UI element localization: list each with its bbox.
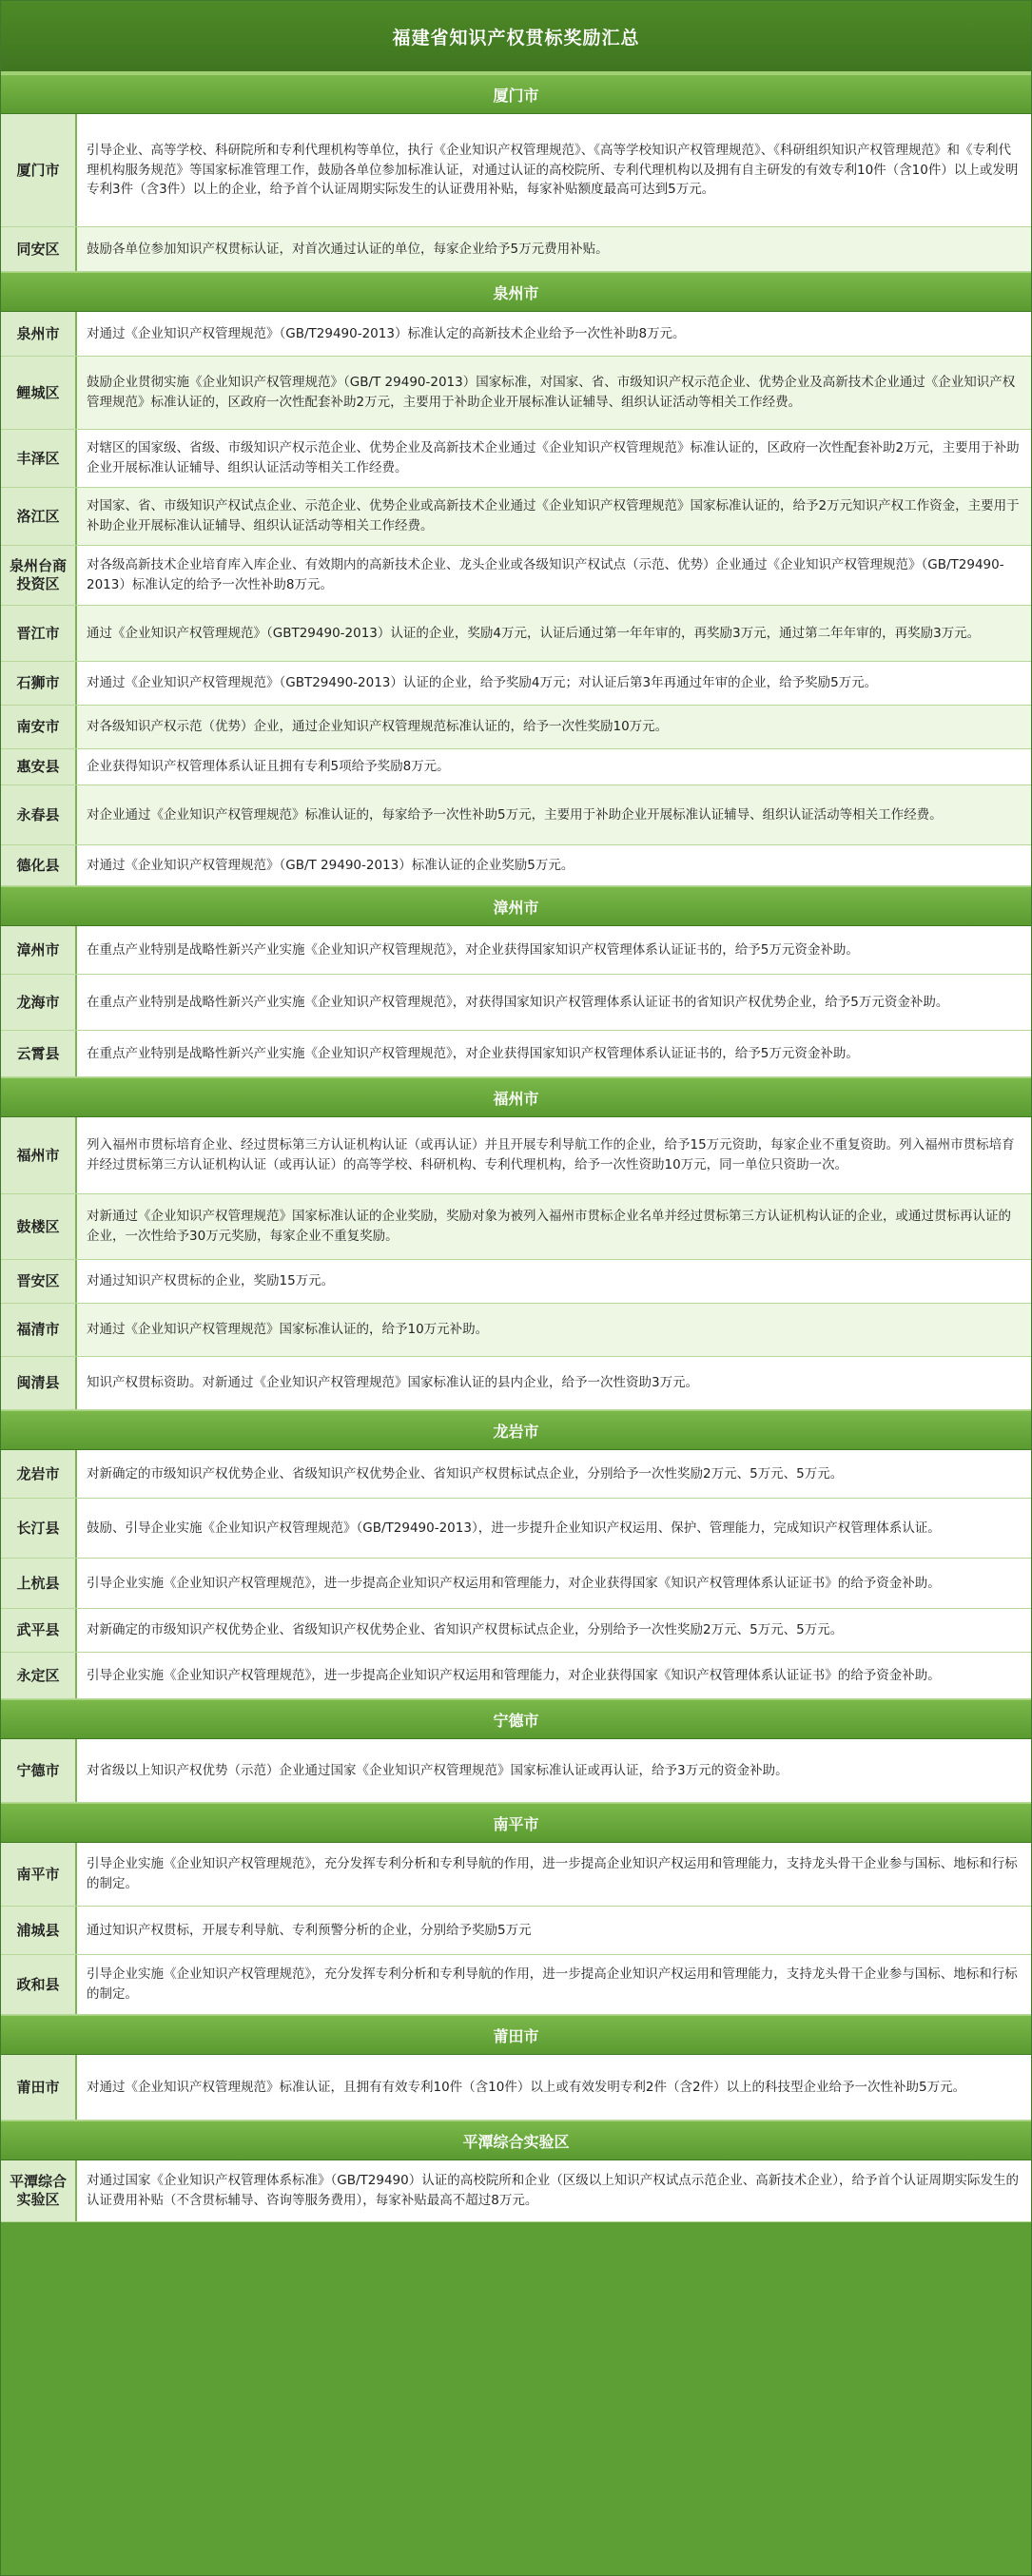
policy-text-content: 对省级以上知识产权优势（示范）企业通过国家《企业知识产权管理规范》国家标准认证或再认证，给予3万元的资金补助。 <box>87 1762 789 1778</box>
policy-text <box>77 1450 1031 1498</box>
table-row <box>1 1031 1031 1077</box>
policy-text <box>77 845 1031 885</box>
policy-text-content: 对各级高新技术企业培育库入库企业、有效期内的高新技术企业、龙头企业或各级知识产权试点（示范、优势）企业通过《企业知识产权管理规范》（GB/T29490-2013）标准认定的给予一次性补助8万元。 <box>87 557 1004 592</box>
region-name: 永春县 <box>1 785 77 844</box>
region-name: 龙海市 <box>1 975 77 1030</box>
policy-text <box>77 1304 1031 1356</box>
policy-text <box>77 312 1031 356</box>
policy-text <box>77 2160 1031 2221</box>
region-name: 惠安县 <box>1 749 77 784</box>
table-row <box>1 926 1031 975</box>
policy-text <box>77 1117 1031 1193</box>
policy-text <box>77 1907 1031 1954</box>
policy-text-content: 对辖区的国家级、省级、市级知识产权示范企业、优势企业及高新技术企业通过《企业知识产权管理规范》标准认证的，区政府一次性配套补助2万元，主要用于补助企业开展标准认证辅导、组织认证活动等相关工作经费。 <box>87 440 1020 475</box>
policy-text <box>77 488 1031 545</box>
policy-text <box>77 1194 1031 1259</box>
policy-text <box>77 1499 1031 1558</box>
region-name: 石狮市 <box>1 662 77 705</box>
table-row <box>1 488 1031 546</box>
region-name: 漳州市 <box>1 926 77 974</box>
table-row <box>1 357 1031 430</box>
policy-text-content: 对新通过《企业知识产权管理规范》国家标准认证的企业奖励，奖励对象为被列入福州市贯标企业名单并经过贯标第三方认证机构认证的企业，或通过贯标再认证的企业，一次性给予30万元奖励，每家企业不重复奖励。 <box>87 1209 1011 1244</box>
policy-text-content: 鼓励、引导企业实施《企业知识产权管理规范》（GB/T29490-2013），进一步提升企业知识产权运用、保护、管理能力，完成知识产权管理体系认证。 <box>87 1520 941 1536</box>
policy-text-content: 在重点产业特别是战略性新兴产业实施《企业知识产权管理规范》，对企业获得国家知识产权管理体系认证证书的，给予5万元资金补助。 <box>87 1045 859 1061</box>
table-row <box>1 2160 1031 2222</box>
city-section-title: 泉州市 <box>493 283 539 302</box>
region-name: 龙岩市 <box>1 1450 77 1498</box>
city-section-title: 平潭综合实验区 <box>462 2132 570 2151</box>
region-name: 泉州台商投资区 <box>1 546 77 605</box>
policy-text-content: 企业获得知识产权管理体系认证且拥有专利5项给予奖励8万元。 <box>87 759 450 775</box>
page-title: 福建省知识产权贯标奖励汇总 <box>1 1 1031 74</box>
policy-text <box>77 546 1031 605</box>
city-section-title: 漳州市 <box>493 898 539 917</box>
policy-text-content: 鼓励企业贯彻实施《企业知识产权管理规范》（GB/T 29490-2013）国家标准，对国家、省、市级知识产权示范企业、优势企业及高新技术企业通过《企业知识产权管理规范》标准认证的，区政府一次性配套补助2万元，主要用于补助企业开展标准认证辅导、组织认证活动等相关工作经费。 <box>87 375 1016 410</box>
region-name: 长汀县 <box>1 1499 77 1558</box>
policy-text-content: 对新确定的市级知识产权优势企业、省级知识产权优势企业、省知识产权贯标试点企业，分别给予一次性奖励2万元、5万元、5万元。 <box>87 1622 844 1638</box>
policy-text-content: 对通过国家《企业知识产权管理体系标准》（GB/T29490）认证的高校院所和企业（区级以上知识产权试点示范企业、高新技术企业），给予首个认证周期实际发生的认证费用补贴（不含贯标辅导、咨询等服务费用），每家补贴最高不超过8万元。 <box>87 2173 1019 2208</box>
table-row <box>1 1843 1031 1907</box>
policy-text-content: 引导企业实施《企业知识产权管理规范》，充分发挥专利分析和专利导航的作用，进一步提高企业知识产权运用和管理能力，支持龙头骨干企业参与国标、地标和行标的制定。 <box>87 1966 1018 2002</box>
policy-text <box>77 1653 1031 1698</box>
policy-text <box>77 430 1031 487</box>
policy-text <box>77 1559 1031 1608</box>
table-row <box>1 2055 1031 2121</box>
table-row <box>1 749 1031 785</box>
policy-text-content: 对通过《企业知识产权管理规范》（GBT29490-2013）认证的企业，给予奖励4万元；对认证后第3年再通过年审的企业，给予奖励5万元。 <box>87 675 878 691</box>
table-row <box>1 1304 1031 1357</box>
city-section-title: 福州市 <box>493 1089 539 1108</box>
region-name: 云霄县 <box>1 1031 77 1076</box>
city-section-header <box>1 1699 1031 1739</box>
region-name: 闽清县 <box>1 1357 77 1409</box>
city-section-title: 南平市 <box>493 1814 539 1833</box>
table-row <box>1 430 1031 488</box>
policy-text-content: 对通过《企业知识产权管理规范》国家标准认证的，给予10万元补助。 <box>87 1322 489 1338</box>
policy-text <box>77 975 1031 1030</box>
region-name: 南平市 <box>1 1843 77 1906</box>
policy-text-content: 对通过《企业知识产权管理规范》（GB/T 29490-2013）标准认证的企业奖励5万元。 <box>87 857 574 873</box>
region-name: 鲤城区 <box>1 357 77 429</box>
region-name: 丰泽区 <box>1 430 77 487</box>
policy-text-content: 对企业通过《企业知识产权管理规范》标准认证的，每家给予一次性补助5万元，主要用于补助企业开展标准认证辅导、组织认证活动等相关工作经费。 <box>87 806 943 823</box>
region-name: 洛江区 <box>1 488 77 545</box>
table-row <box>1 114 1031 227</box>
table-row <box>1 662 1031 706</box>
policy-text <box>77 1260 1031 1303</box>
table-row <box>1 1260 1031 1304</box>
policy-text <box>77 2055 1031 2120</box>
table-row <box>1 546 1031 606</box>
policy-text-content: 在重点产业特别是战略性新兴产业实施《企业知识产权管理规范》，对获得国家知识产权管理体系认证证书的省知识产权优势企业，给予5万元资金补助。 <box>87 994 949 1010</box>
region-name: 晋安区 <box>1 1260 77 1303</box>
policy-text-content: 通过知识产权贯标，开展专利导航、专利预警分析的企业，分别给予奖励5万元 <box>87 1922 532 1938</box>
region-name: 武平县 <box>1 1609 77 1652</box>
region-name: 上杭县 <box>1 1559 77 1608</box>
city-section-header <box>1 1077 1031 1117</box>
policy-text <box>77 926 1031 974</box>
table-row <box>1 1499 1031 1559</box>
table-row <box>1 1955 1031 2015</box>
policy-text <box>77 1955 1031 2014</box>
policy-text-content: 对通过《企业知识产权管理规范》标准认证，且拥有有效专利10件（含10件）以上或有效发明专利2件（含2件）以上的科技型企业给予一次性补助5万元。 <box>87 2079 966 2095</box>
table-row <box>1 312 1031 357</box>
policy-text-content: 引导企业、高等学校、科研院所和专利代理机构等单位，执行《企业知识产权管理规范》、《高等学校知识产权管理规范》、《科研组织知识产权管理规范》和《专利代理机构服务规范》等国家标准管理工作，鼓励各单位参加标准认证，对通过认证的高校院所、专利代理机构以及拥有自主研发的有效专利10件（含10件）以上或发明专利3件（含3件）以上的企业，给予首个认证周期实际发生的认证费用补贴，每家补贴额度最高可达到5万元。 <box>87 142 1019 198</box>
policy-text <box>77 357 1031 429</box>
policy-text-content: 列入福州市贯标培育企业、经过贯标第三方认证机构认证（或再认证）并且开展专利导航工作的企业，给予15万元资助，每家企业不重复资助。列入福州市贯标培育并经过贯标第三方认证机构认证（或再认证）的高等学校、科研机构、专利代理机构，给予一次性资助10万元，同一单位只资助一次。 <box>87 1137 1015 1172</box>
region-name: 政和县 <box>1 1955 77 2014</box>
region-name: 福州市 <box>1 1117 77 1193</box>
policy-text <box>77 785 1031 844</box>
policy-text <box>77 1609 1031 1652</box>
policy-text-content: 引导企业实施《企业知识产权管理规范》，充分发挥专利分析和专利导航的作用，进一步提高企业知识产权运用和管理能力，支持龙头骨干企业参与国标、地标和行标的制定。 <box>87 1856 1018 1891</box>
policy-text <box>77 1739 1031 1802</box>
city-section-header <box>1 1803 1031 1843</box>
region-name: 浦城县 <box>1 1907 77 1954</box>
table-row <box>1 227 1031 272</box>
city-section-header <box>1 2121 1031 2160</box>
policy-text-content: 引导企业实施《企业知识产权管理规范》，进一步提高企业知识产权运用和管理能力，对企业获得国家《知识产权管理体系认证证书》的给予资金补助。 <box>87 1575 941 1591</box>
city-section-title: 龙岩市 <box>493 1422 539 1441</box>
region-name: 泉州市 <box>1 312 77 356</box>
city-section-title: 宁德市 <box>493 1711 539 1730</box>
policy-text <box>77 749 1031 784</box>
policy-text <box>77 606 1031 661</box>
table-row <box>1 1450 1031 1499</box>
policy-text-content: 在重点产业特别是战略性新兴产业实施《企业知识产权管理规范》，对企业获得国家知识产权管理体系认证证书的，给予5万元资金补助。 <box>87 941 859 958</box>
region-name: 同安区 <box>1 227 77 271</box>
policy-text <box>77 1031 1031 1076</box>
policy-text-content: 对新确定的市级知识产权优势企业、省级知识产权优势企业、省知识产权贯标试点企业，分别给予一次性奖励2万元、5万元、5万元。 <box>87 1465 844 1482</box>
city-section-header <box>1 272 1031 312</box>
sections-container <box>1 74 1031 2222</box>
policy-text-content: 对通过知识产权贯标的企业，奖励15万元。 <box>87 1273 335 1289</box>
table-row <box>1 706 1031 749</box>
region-name: 平潭综合实验区 <box>1 2160 77 2221</box>
table-row <box>1 1117 1031 1194</box>
policy-text-content: 对各级知识产权示范（优势）企业，通过企业知识产权管理规范标准认证的，给予一次性奖励10万元。 <box>87 719 669 735</box>
table-row <box>1 1907 1031 1955</box>
policy-text-content: 知识产权贯标资助。对新通过《企业知识产权管理规范》国家标准认证的县内企业，给予一次性资助3万元。 <box>87 1375 699 1391</box>
region-name: 莆田市 <box>1 2055 77 2120</box>
region-name: 永定区 <box>1 1653 77 1698</box>
region-name: 晋江市 <box>1 606 77 661</box>
policy-text <box>77 227 1031 271</box>
policy-text <box>77 662 1031 705</box>
table-row <box>1 845 1031 886</box>
table-row <box>1 1653 1031 1699</box>
policy-text <box>77 1843 1031 1906</box>
region-name: 南安市 <box>1 706 77 748</box>
policy-text <box>77 1357 1031 1409</box>
policy-text-content: 鼓励各单位参加知识产权贯标认证，对首次通过认证的单位，每家企业给予5万元费用补贴。 <box>87 241 609 257</box>
city-section-title: 厦门市 <box>493 86 539 105</box>
table-row <box>1 975 1031 1031</box>
policy-text <box>77 706 1031 748</box>
policy-text-content: 对国家、省、市级知识产权试点企业、示范企业、优势企业或高新技术企业通过《企业知识产权管理规范》国家标准认证的，给予2万元知识产权工作资金，主要用于补助企业开展标准认证辅导、组织认证活动等相关工作经费。 <box>87 498 1020 533</box>
city-section-header <box>1 1410 1031 1450</box>
policy-text-content: 对通过《企业知识产权管理规范》（GB/T29490-2013）标准认定的高新技术企业给予一次性补助8万元。 <box>87 325 686 341</box>
region-name: 厦门市 <box>1 114 77 226</box>
table-row <box>1 1559 1031 1609</box>
region-name: 鼓楼区 <box>1 1194 77 1259</box>
table-row <box>1 1194 1031 1260</box>
table-row <box>1 1739 1031 1803</box>
city-section-header <box>1 74 1031 114</box>
region-name: 福清市 <box>1 1304 77 1356</box>
table-row <box>1 785 1031 845</box>
region-name: 宁德市 <box>1 1739 77 1802</box>
table-row <box>1 1609 1031 1653</box>
region-name: 德化县 <box>1 845 77 885</box>
city-section-header <box>1 2015 1031 2055</box>
policy-text-content: 通过《企业知识产权管理规范》（GBT29490-2013）认证的企业，奖励4万元，认证后通过第一年年审的，再奖励3万元，通过第二年年审的，再奖励3万元。 <box>87 625 981 641</box>
table-row <box>1 606 1031 662</box>
policy-text <box>77 114 1031 226</box>
city-section-title: 莆田市 <box>493 2026 539 2045</box>
table-row <box>1 1357 1031 1410</box>
policy-text-content: 引导企业实施《企业知识产权管理规范》，进一步提高企业知识产权运用和管理能力，对企业获得国家《知识产权管理体系认证证书》的给予资金补助。 <box>87 1667 941 1683</box>
city-section-header <box>1 886 1031 926</box>
